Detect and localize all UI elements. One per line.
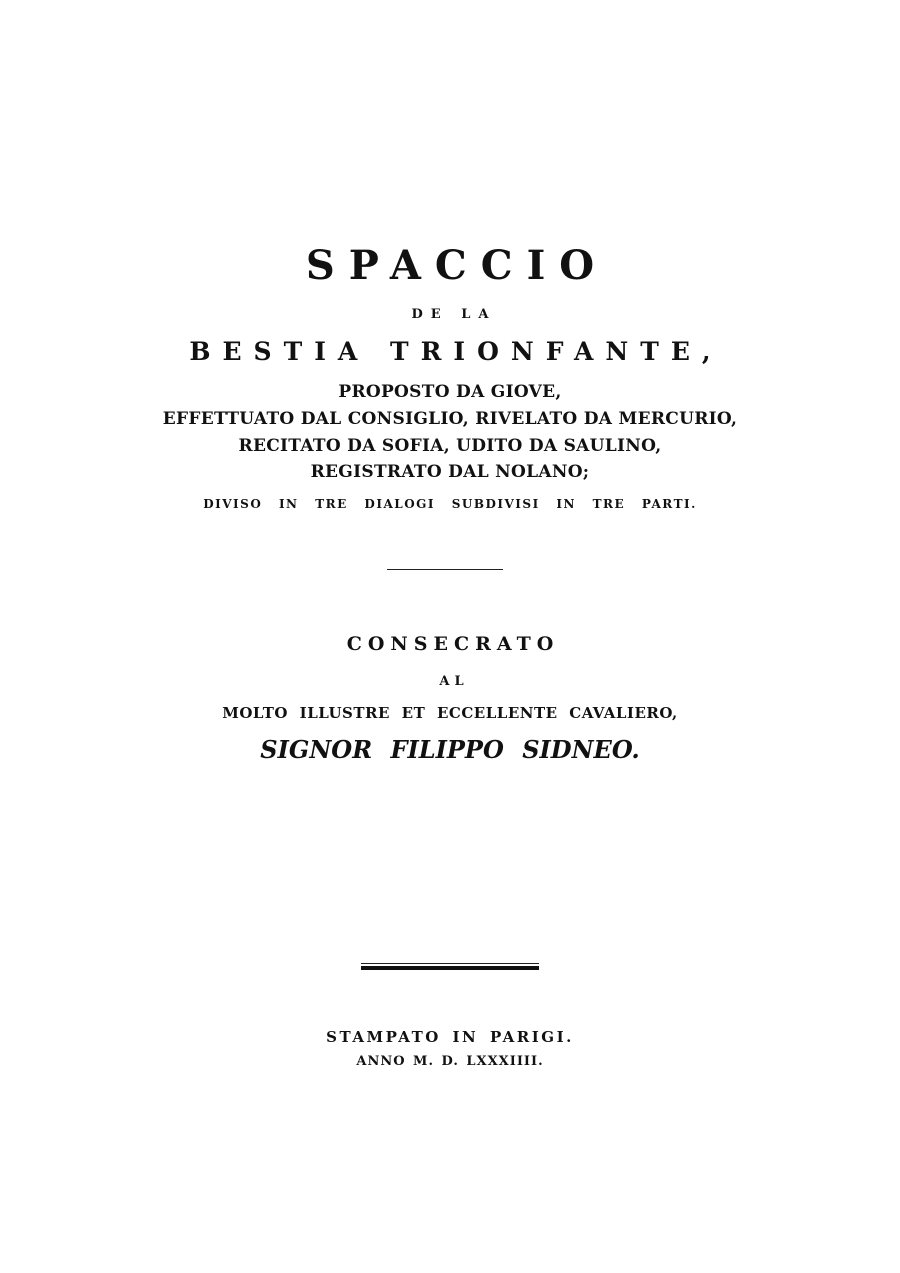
book-title: SPACCIO — [305, 242, 609, 289]
description-line: EFFETTUATO DAL CONSIGLIO, RIVELATO DA MERCURIO, — [162, 409, 738, 429]
imprint-year: ANNO M. D. LXXXIIII. — [356, 1054, 544, 1069]
book-subtitle: BESTIA TRIONFANTE, — [189, 337, 723, 366]
description-line: PROPOSTO DA GIOVE, — [338, 382, 562, 402]
dedicatee-name: SIGNOR FILIPPO SIDNEO. — [260, 735, 640, 764]
dedication-honorific: MOLTO ILLUSTRE ET ECCELLENTE CAVALIERO, — [222, 704, 678, 722]
thick-rule — [361, 966, 539, 970]
division-note: DIVISO IN TRE DIALOGI SUBDIVISI IN TRE PARTI. — [203, 497, 697, 511]
dedication-preposition: AL — [439, 674, 469, 689]
dedication-heading: CONSECRATO — [346, 633, 560, 655]
imprint-place: STAMPATO IN PARIGI. — [326, 1028, 574, 1046]
double-rule-divider — [361, 963, 539, 972]
section-divider — [387, 569, 503, 570]
description-line: RECITATO DA SOFIA, UDITO DA SAULINO, — [238, 436, 662, 456]
title-connector: DE LA — [411, 307, 497, 322]
thin-rule — [361, 963, 539, 964]
description-line: REGISTRATO DAL NOLANO; — [310, 462, 590, 482]
